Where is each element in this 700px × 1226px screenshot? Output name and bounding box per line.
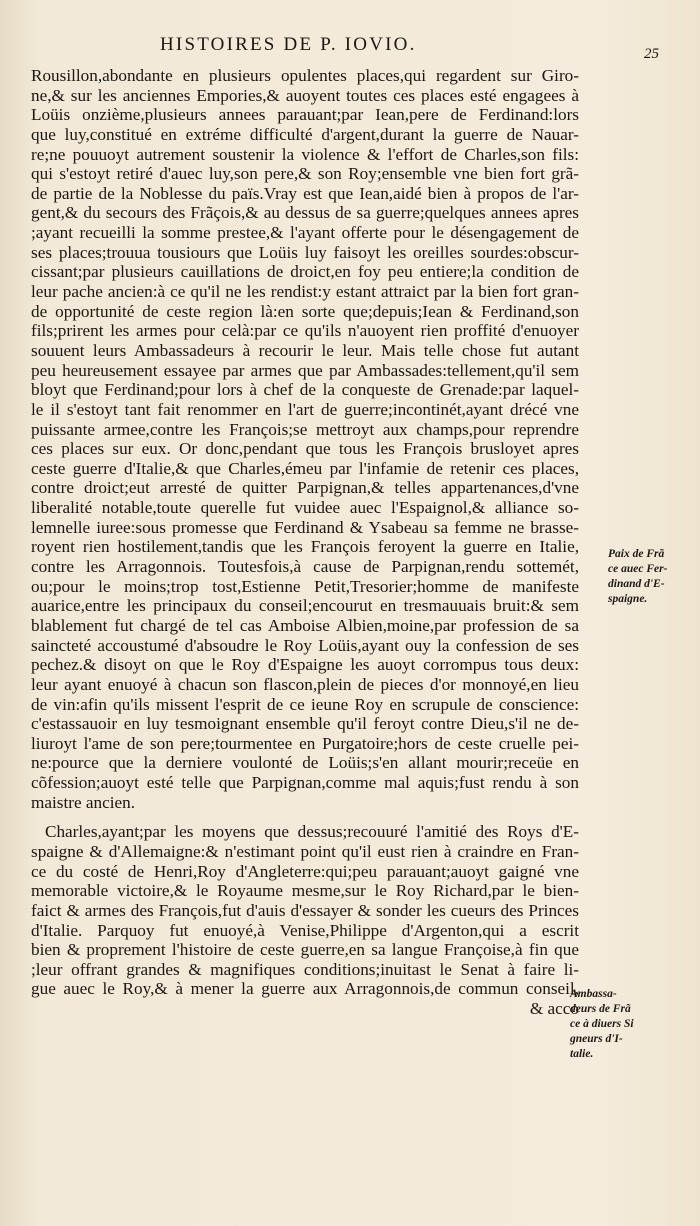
text-line: qui s'estoyt retiré d'auec luy,son pere,& son Roy;ensemble vne bien fort grã-: [31, 164, 579, 184]
text-line: ses places;trouua tousiours que Loüis luy faisoyt les oreilles sourdes:obscur-: [31, 242, 579, 262]
text-line: gent,& du secours des Frãçois,& au dessus de sa guerre;quelques annees apres: [31, 203, 579, 223]
text-line: re;ne pouuoyt autrement soustenir la violence & l'effort de Charles,son fils:: [31, 144, 579, 164]
text-line: liuroyt l'ame de son pere;tourmentee en Purgatoire;hors de ceste cruelle pei-: [31, 733, 579, 753]
text-line: peu heureusement essayee par armes que par Ambassades:tellement,qu'il sem: [31, 360, 579, 380]
text-line: de vin:afin qu'ils missent l'esprit de ce ieune Roy en scrupule de conscience:: [31, 694, 579, 714]
text-line: spaigne & d'Allemaigne:& n'estimant point qu'il eust rien à craindre en Fran-: [31, 841, 579, 861]
text-line: Charles,ayant;par les moyens que dessus;recouuré l'amitié des Roys d'E-: [45, 822, 579, 842]
text-line: d'Italie. Parquoy fut enuoyé,à Venise,Philippe d'Argenton,qui a escrit: [31, 920, 579, 940]
text-line: bloyt que Ferdinand;pour lors à chef de la conqueste de Grenade:par laquel-: [31, 380, 579, 400]
text-line: c'estassauoir en luy tesmoignant ensemble qu'il feroyt contre Dieu,s'il ne de-: [31, 714, 579, 734]
text-line: ces places sur eux. Or donc,pendant que tous les François brusloyet apres: [31, 439, 579, 459]
text-line: de partie de la Noblesse du païs.Vray est que Iean,aidé bien à propos de l'ar-: [31, 183, 579, 203]
text-line: ou;pour le moins;trop tost,Estienne Petit,Tresorier;homme de manifeste: [31, 576, 579, 596]
running-head: HISTOIRES DE P. IOVIO.: [160, 34, 417, 55]
text-line: bien & proprement l'histoire de ceste guerre,en sa langue Françoise,à fin que: [31, 940, 579, 960]
text-line: puissante armee,contre les François;se mettroyt aux champs,pour reprendre: [31, 419, 579, 439]
paragraph-1: [31, 66, 579, 812]
page-number: 25: [644, 46, 659, 62]
text-line: contre droict;eut arresté de quitter Parpignan,& telles appartenances,d'vne: [31, 478, 579, 498]
text-line: pechez.& disoyt on que le Roy d'Espaigne les auoyt corrompus tous deux:: [31, 655, 579, 675]
text-line: liberalité notable,toute querelle fut vuidee auec l'Espaignol,& alliance so-: [31, 498, 579, 518]
text-line: ne:pource que la derniere voulonté de Loüis;s'en allant mourir;receüe en: [31, 753, 579, 773]
text-line: faict & armes des François,fut d'auis d'essayer & sonder les cueurs des Princes: [31, 900, 579, 920]
text-line: le il s'estoyt tant fait renommer en l'art de guerre;incontinét,ayant drécé vne: [31, 399, 579, 419]
text-line: cissant;par plusieurs cauillations de droict,en foy peu entiere;la condition de: [31, 262, 579, 282]
page-header: [0, 34, 700, 64]
text-line: ceste guerre d'Italie,& que Charles,émeu par l'infamie de retenir ces places,: [31, 458, 579, 478]
text-line: royent rien hostilement,tandis que les François feroyent la guerre en Italie,: [31, 537, 579, 557]
text-line: ce du costé de Henri,Roy d'Angleterre:qui;peu parauant;auoyt gaigné vne: [31, 861, 579, 881]
text-line: leur ayant enuoyé à chacun son flascon,plein de pieces d'or monnoyé,en lieu: [31, 674, 579, 694]
text-line: fils;prirent les armes pour celà:par ce qu'ils n'auoyent rien proffité d'enuoyer: [31, 321, 579, 341]
margin-note-peace-spain: Paix de Frã ce auec Fer- dinand d'E- spaigne.: [608, 548, 668, 605]
text-line: cõfession;auoyt esté telle que Parpignan,comme mal aquis;fust rendu à son: [31, 773, 579, 793]
text-line: saincteté accoustumé d'absoudre le Roy Loüis,ayant ouy la confession de ses: [31, 635, 579, 655]
text-line: Rousillon,abondante en plusieurs opulentes places,qui regardent sur Giro-: [31, 66, 579, 85]
margin-note-ambassadors: Ambassa- deurs de Frã ce à diuers Si gneurs d'I- talie.: [570, 988, 634, 1060]
text-line: ;ayant recueilli la somme prestee,& l'ayant offerte pour le désengagement de: [31, 223, 579, 243]
text-line: leur pache ancien:à ce qu'il ne les rendist:y estant attraict par la bien fort gran-: [31, 282, 579, 302]
text-line: gue auec le Roy,& à mener la guerre aux Arragonnois,de commun conseil,: [31, 979, 579, 999]
text-line: de opportunité de ceste region là:en sorte que;depuis;Iean & Ferdinand,son: [31, 301, 579, 321]
body-text: [31, 66, 579, 1019]
text-line: que luy,constitué en extréme difficulté d'argent,durant la guerre de Nauar-: [31, 124, 579, 144]
text-line: lemnelle iuree:sous promesse que Ferdinand & Ysabeau sa femme ne brasse-: [31, 517, 579, 537]
text-line: ne,& sur les anciennes Empories,& auoyent toutes ces places esté engagees à: [31, 85, 579, 105]
text-line: auarice,entre les principaux du conseil;encourut en tresmauuais bruit:& sem: [31, 596, 579, 616]
text-line: memorable victoire,& le Royaume mesme,sur le Roy Richard,par le bien-: [31, 881, 579, 901]
text-line: souuent leurs Ambassadeurs à recourir le leur. Mais telle chose fut autant: [31, 340, 579, 360]
text-line: Loüis onzième,plusieurs annees parauant;par Iean,pere de Ferdinand:lors: [31, 105, 579, 125]
text-line: maistre ancien.: [31, 792, 136, 812]
text-line: ;leur offrant grandes & magnifiques conditions;inuitast le Senat à faire li-: [31, 959, 579, 979]
paragraph-2: [31, 822, 579, 999]
text-line: blablement fut chargé de tel cas Amboise Albien,moine,par profession de sa: [31, 615, 579, 635]
text-line: contre les Arragonnois. Toutesfois,à cause de Parpignan,rendu sottemét,: [31, 557, 579, 577]
catchword: & acco: [529, 999, 579, 1019]
